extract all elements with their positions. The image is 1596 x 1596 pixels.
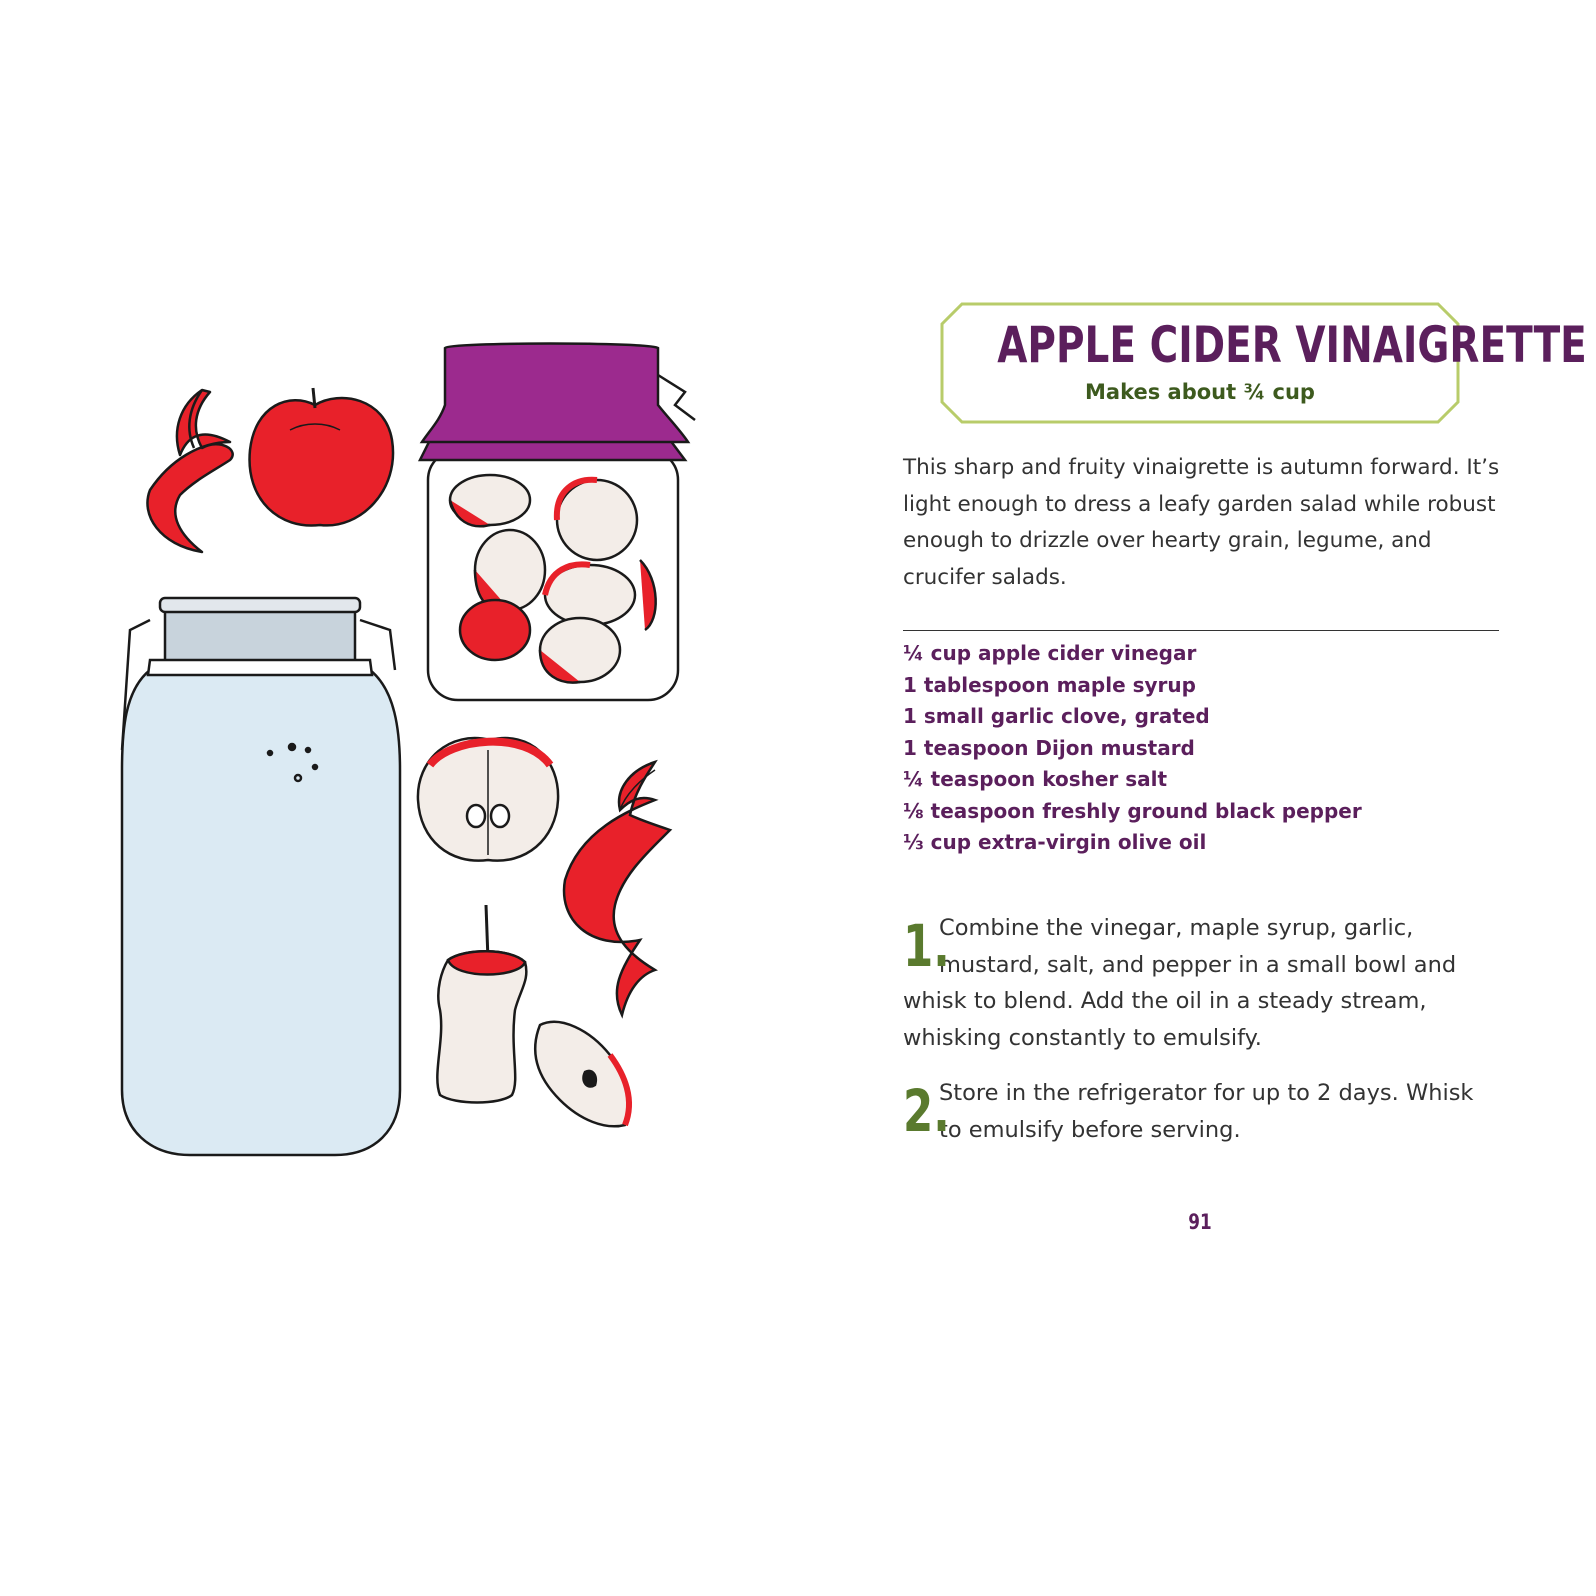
recipe-illustration [110,330,730,1190]
mason-jar-apple-slices-icon [420,344,695,701]
whole-apple-icon [250,388,394,526]
ingredient-item: 1 tablespoon maple syrup [903,672,1196,697]
apple-core-icon [437,905,526,1103]
apple-wedge-icon [535,1022,629,1126]
ingredient-item: ¼ teaspoon kosher salt [903,767,1168,791]
swing-top-jar-icon [122,598,400,1155]
step-text: Combine the vinegar, maple syrup, garlic, mustard, salt, and pepper in a small bowl and whisk to blend. Add the oil in a steady stream, whisking constantly to emulsify. [903,915,1457,1051]
ingredient-item: 1 small garlic clove, grated [903,704,1210,728]
section-divider [903,630,1499,631]
page-number: 91 [1188,1210,1212,1234]
recipe-title: APPLE CIDER VINAIGRETTE [997,316,1587,374]
recipe-yield: Makes about ¾ cup [1085,380,1315,404]
ingredient-list [903,638,1362,859]
step-text: Store in the refrigerator for up to 2 days. Whisk to emulsify before serving. [939,1080,1474,1143]
step-number: 1. [903,912,950,980]
ingredient-item: ⅛ teaspoon freshly ground black pepper [903,798,1362,823]
ingredient-item: ¼ cup apple cider vinegar [903,641,1197,665]
ingredient-item: 1 teaspoon Dijon mustard [903,735,1195,760]
halved-apple-icon [418,738,558,861]
recipe-intro: This sharp and fruity vinaigrette is autumn forward. It’s light enough to dress a leafy garden salad while robust enough to drizzle over hearty grain, legume, and crucifer salads. [903,455,1500,590]
recipe-step-2 [903,1075,1503,1148]
apple-peel-curl-icon [564,762,670,1015]
step-number: 2. [903,1077,950,1145]
recipe-step-1 [903,910,1503,1056]
ingredient-item: ⅓ cup extra-virgin olive oil [903,830,1207,854]
recipe-title-box [940,302,1587,424]
apple-peel-icon [147,390,232,552]
